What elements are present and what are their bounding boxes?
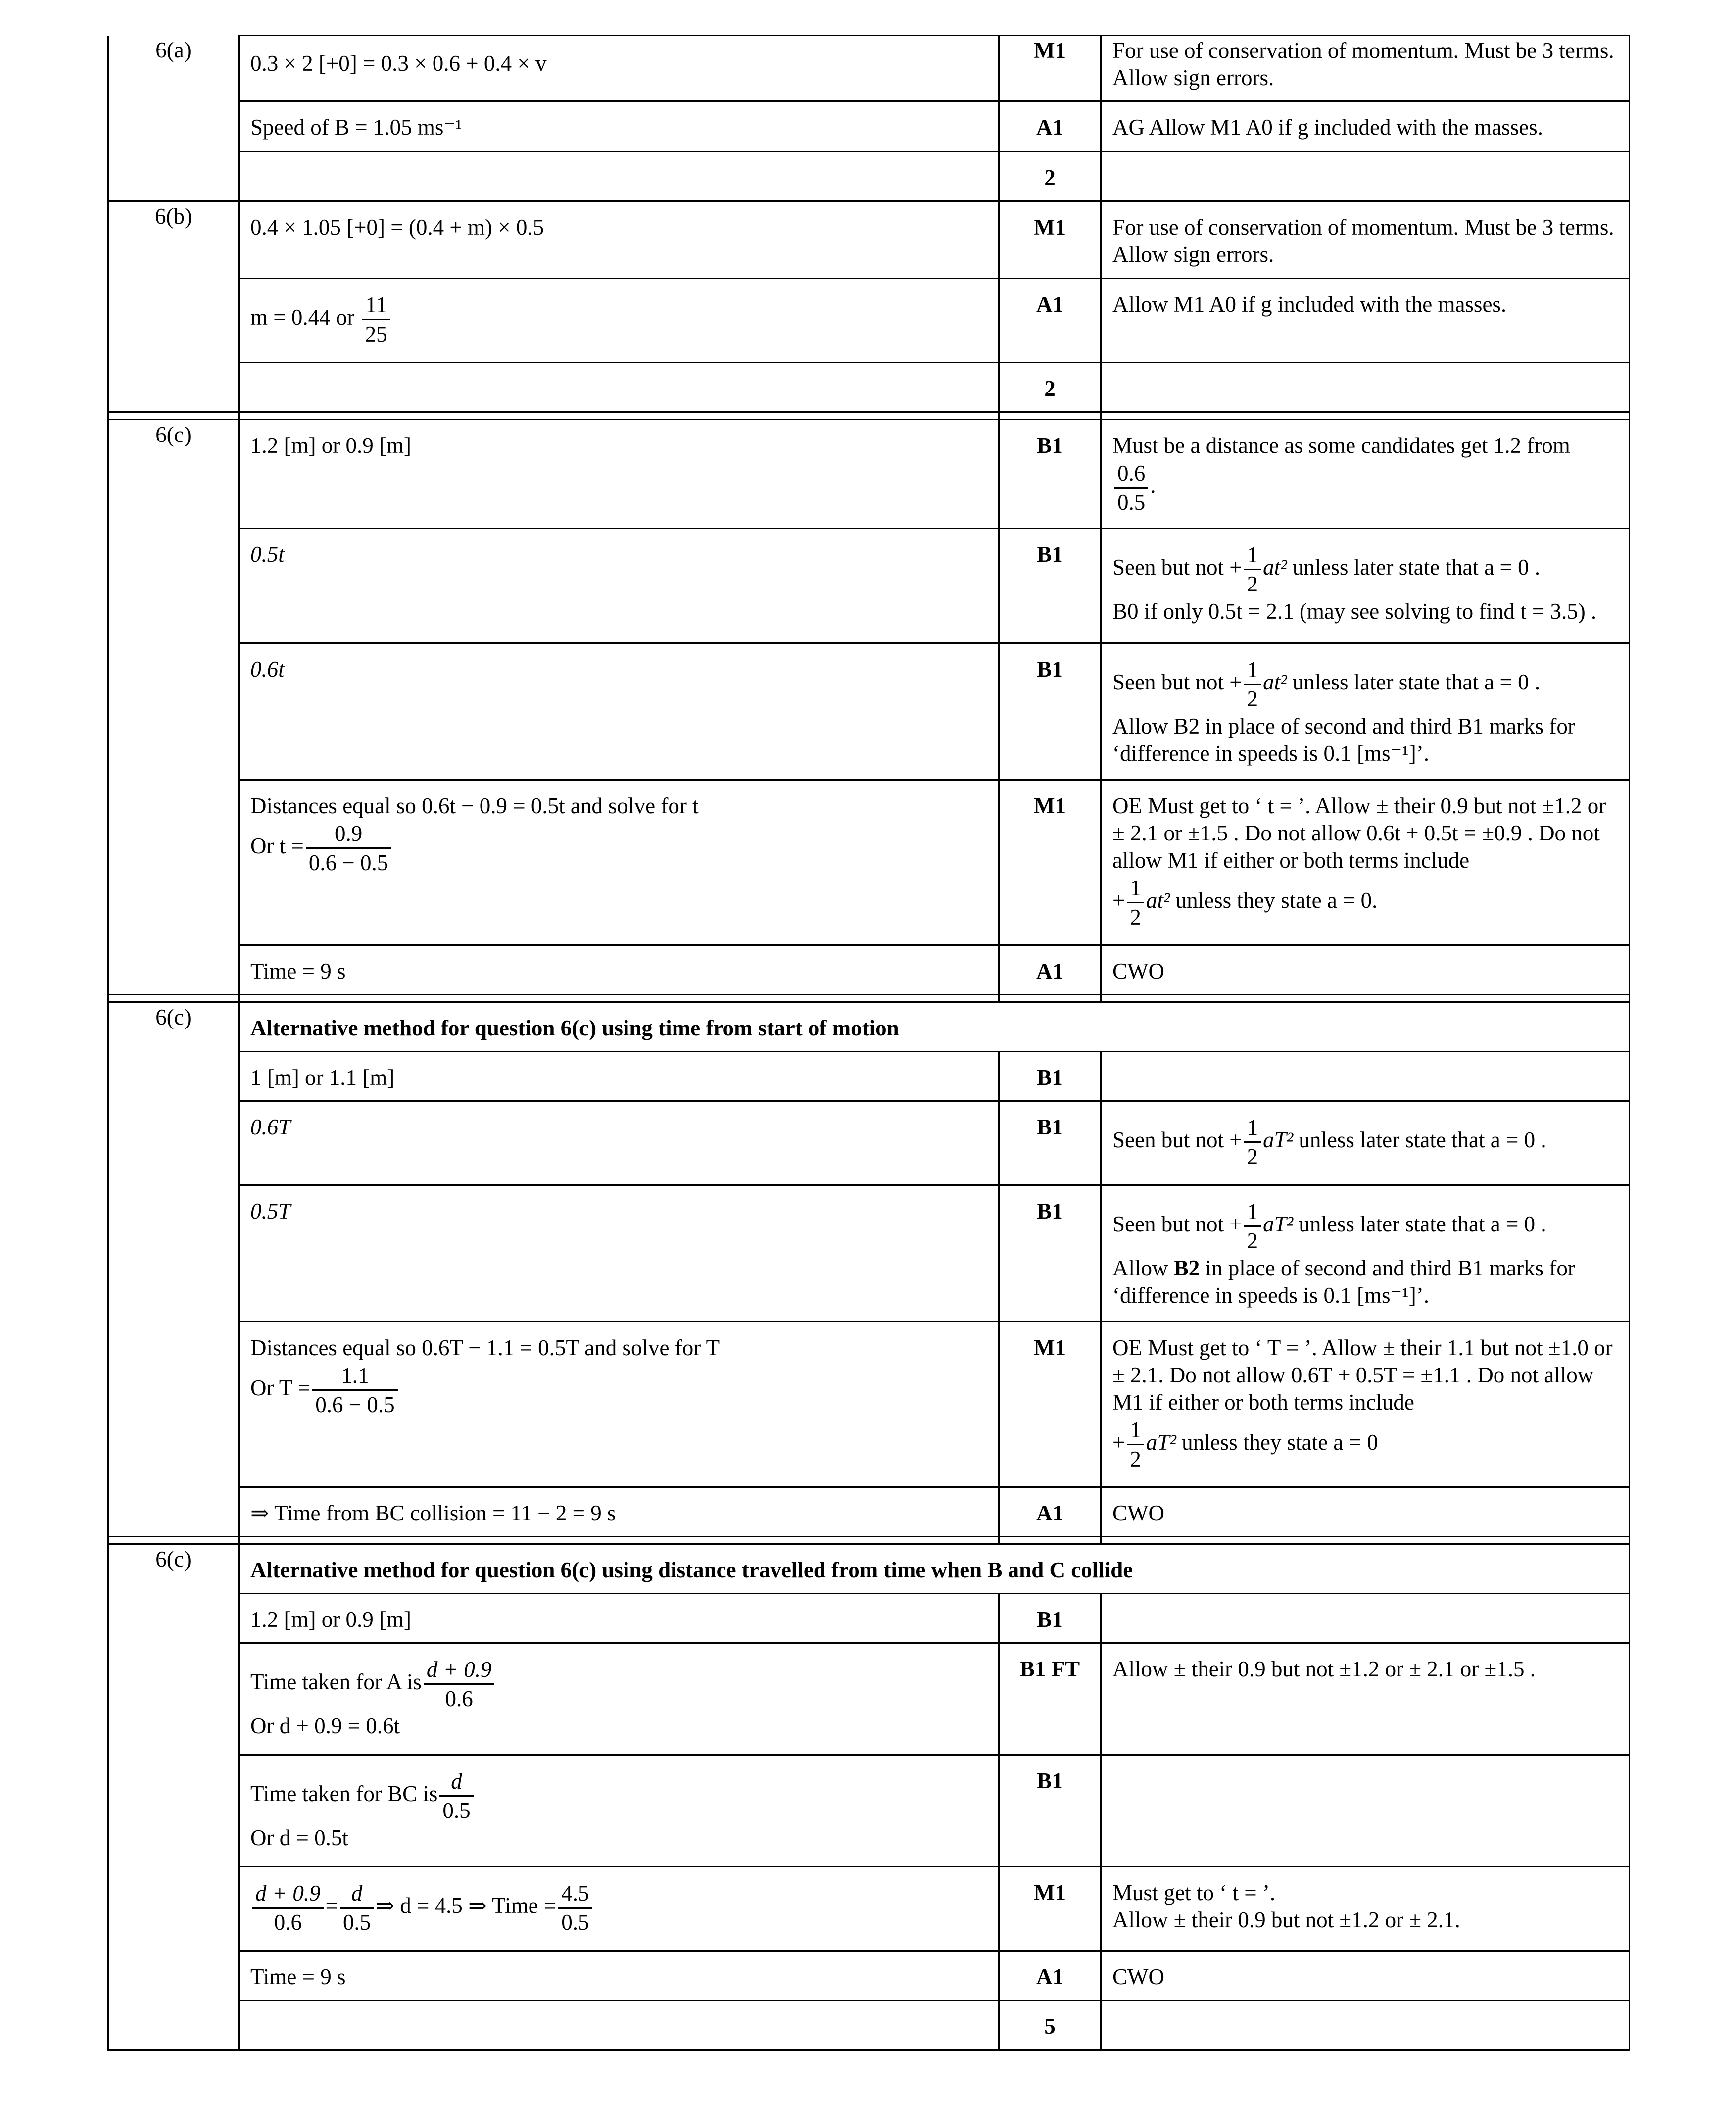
fraction <box>1244 656 1261 713</box>
fraction-numerator: d + 0.9 <box>252 1879 324 1909</box>
answer-cell: Time = 9 s <box>239 1951 999 2001</box>
question-number: 6(c) <box>108 1544 239 1594</box>
guidance-text: unless they state a = 0. <box>1170 887 1378 913</box>
table-row <box>108 363 1630 412</box>
guidance-cell <box>1101 420 1630 529</box>
fraction-denominator: 0.5 <box>442 1798 471 1823</box>
answer-cell-blank <box>239 152 999 201</box>
fraction <box>1244 1114 1261 1171</box>
table-row <box>108 279 1630 363</box>
fraction-denominator: 25 <box>365 322 387 346</box>
answer-cell: Time = 9 s <box>239 945 999 995</box>
mark-cell: B1 <box>999 1755 1101 1867</box>
mark-cell: B1 <box>999 1101 1101 1185</box>
guidance-text: in place of second and third B1 marks for ‘difference in speeds is 0.1 [ms⁻¹]’. <box>1112 1256 1575 1308</box>
guidance-cell-blank <box>1101 152 1630 201</box>
fraction-numerator: 1 <box>1244 1198 1261 1227</box>
formula-term: at² <box>1263 669 1287 694</box>
fraction <box>1244 541 1261 598</box>
guidance-cell <box>1101 1322 1630 1487</box>
answer-text: Distances equal so 0.6t − 0.9 = 0.5t and solve for t <box>250 793 699 818</box>
section-divider <box>108 412 1630 420</box>
fraction-denominator: 2 <box>1247 572 1258 596</box>
mark-scheme-table <box>107 35 1630 2051</box>
answer-cell: 0.3 × 2 [+0] = 0.3 × 0.6 + 0.4 × v <box>239 36 999 101</box>
table-row <box>108 1544 1630 1594</box>
fraction <box>424 1656 495 1713</box>
answer-cell-blank <box>239 363 999 412</box>
fraction <box>1127 874 1144 931</box>
mark-cell: A1 <box>999 101 1101 152</box>
guidance-text: Must get to ‘ t = ’. <box>1112 1880 1276 1905</box>
fraction-numerator: d <box>340 1879 374 1909</box>
mark-total: 2 <box>999 152 1101 201</box>
fraction-numerator: 1 <box>1244 656 1261 685</box>
guidance-text: Seen but not + <box>1112 1127 1242 1152</box>
table-row <box>108 1951 1630 2001</box>
fraction <box>558 1879 592 1936</box>
answer-cell-blank <box>239 2001 999 2050</box>
question-cell-blank <box>108 1322 239 1487</box>
table-row <box>108 1867 1630 1951</box>
answer-cell: 0.6T <box>239 1101 999 1185</box>
question-cell-blank <box>108 529 239 643</box>
answer-cell <box>239 1643 999 1755</box>
fraction <box>362 291 390 348</box>
guidance-text: OE Must get to ‘ t = ’. Allow ± their 0.9 but not ±1.2 or ± 2.1 or ±1.5 . Do not allow 0.6t + 0.5t = ±0.9 . Do not allow M1 if either or both terms include <box>1112 793 1606 873</box>
mark-cell: B1 <box>999 420 1101 529</box>
mark-scheme-sheet <box>107 35 1629 2051</box>
fraction-numerator: 1 <box>1244 1114 1261 1143</box>
fraction <box>439 1767 473 1824</box>
formula-term: aT² <box>1263 1127 1294 1152</box>
mark-cell: M1 <box>999 36 1101 101</box>
fraction-denominator: 2 <box>1247 1228 1258 1253</box>
table-row <box>108 643 1630 780</box>
answer-text: Or t = <box>250 833 304 858</box>
guidance-cell <box>1101 1185 1630 1322</box>
fraction-numerator: 0.9 <box>306 820 391 849</box>
question-cell-blank <box>108 1755 239 1867</box>
fraction-denominator: 0.5 <box>343 1910 371 1935</box>
question-cell-blank <box>108 1101 239 1185</box>
fraction-denominator: 0.6 <box>445 1686 473 1711</box>
question-cell-blank <box>108 2001 239 2050</box>
question-cell-blank <box>108 1185 239 1322</box>
guidance-text: Allow <box>1112 1256 1174 1280</box>
answer-cell <box>239 780 999 945</box>
fraction <box>306 820 391 877</box>
question-cell-blank <box>108 643 239 780</box>
guidance-text: B0 if only 0.5t = 2.1 (may see solving to find t = 3.5) . <box>1112 599 1597 624</box>
answer-text: m = 0.44 or <box>250 304 355 330</box>
mark-cell: M1 <box>999 1867 1101 1951</box>
equals-sign: = <box>325 1893 338 1918</box>
answer-text: Or T = <box>250 1375 311 1400</box>
answer-cell: 0.5t <box>239 529 999 643</box>
guidance-cell: AG Allow M1 A0 if g included with the masses. <box>1101 101 1630 152</box>
mark-cell: M1 <box>999 201 1101 279</box>
fraction-denominator: 0.5 <box>561 1910 589 1935</box>
question-cell-blank <box>108 152 239 201</box>
mark-cell: A1 <box>999 279 1101 363</box>
table-row <box>108 945 1630 995</box>
fraction-denominator: 2 <box>1247 686 1258 711</box>
answer-text: ⇒ d = 4.5 ⇒ Time = <box>376 1893 557 1918</box>
mark-cell: A1 <box>999 1487 1101 1537</box>
fraction-denominator: 0.6 <box>274 1910 302 1935</box>
fraction-denominator: 2 <box>1247 1144 1258 1169</box>
fraction <box>340 1879 374 1936</box>
alternative-method-heading: Alternative method for question 6(c) using distance travelled from time when B and C collide <box>239 1544 1630 1594</box>
answer-cell: Speed of B = 1.05 ms⁻¹ <box>239 101 999 152</box>
guidance-cell-blank <box>1101 2001 1630 2050</box>
fraction-numerator: d <box>439 1767 473 1797</box>
mark-cell: A1 <box>999 945 1101 995</box>
guidance-cell <box>1101 780 1630 945</box>
fraction-numerator: 0.6 <box>1114 459 1148 489</box>
fraction-denominator: 0.6 − 0.5 <box>315 1392 395 1417</box>
question-number: 6(c) <box>108 1002 239 1052</box>
question-cell-blank <box>108 363 239 412</box>
answer-text: Or d + 0.9 = 0.6t <box>250 1713 400 1738</box>
question-cell-blank <box>108 945 239 995</box>
guidance-cell-blank <box>1101 363 1630 412</box>
fraction-numerator: 1.1 <box>312 1362 397 1391</box>
guidance-text: unless later state that a = 0 . <box>1287 669 1541 694</box>
guidance-text: Allow ± their 0.9 but not ±1.2 or ± 2.1. <box>1112 1908 1460 1932</box>
question-cell-blank <box>108 1487 239 1537</box>
question-cell-blank <box>108 1643 239 1755</box>
guidance-cell <box>1101 529 1630 643</box>
fraction-denominator: 2 <box>1130 1447 1141 1471</box>
guidance-text: + <box>1112 887 1125 913</box>
fraction-numerator: 1 <box>1127 1416 1144 1445</box>
section-divider <box>108 1537 1630 1544</box>
fraction-numerator: 4.5 <box>558 1879 592 1909</box>
guidance-text: unless later state that a = 0 . <box>1287 554 1541 580</box>
answer-cell <box>239 1322 999 1487</box>
formula-term: aT² <box>1146 1429 1176 1455</box>
answer-cell <box>239 1867 999 1951</box>
guidance-text: Allow B2 in place of second and third B1 marks for ‘difference in speeds is 0.1 [ms⁻¹]’. <box>1112 714 1575 766</box>
table-row <box>108 152 1630 201</box>
table-row <box>108 420 1630 529</box>
question-number: 6(b) <box>108 201 239 279</box>
table-row <box>108 1643 1630 1755</box>
guidance-cell: CWO <box>1101 1487 1630 1537</box>
guidance-cell-blank <box>1101 1594 1630 1643</box>
fraction-numerator: 1 <box>1244 541 1261 570</box>
guidance-cell: Allow M1 A0 if g included with the masses. <box>1101 279 1630 363</box>
guidance-text: unless later state that a = 0 . <box>1293 1211 1546 1236</box>
table-row <box>108 529 1630 643</box>
formula-term: aT² <box>1263 1211 1294 1236</box>
answer-cell: 0.4 × 1.05 [+0] = (0.4 + m) × 0.5 <box>239 201 999 279</box>
guidance-cell <box>1101 1867 1630 1951</box>
alternative-method-heading: Alternative method for question 6(c) using time from start of motion <box>239 1002 1630 1052</box>
guidance-text: Must be a distance as some candidates get 1.2 from <box>1112 433 1570 458</box>
answer-cell <box>239 279 999 363</box>
guidance-cell <box>1101 1101 1630 1185</box>
fraction-denominator: 0.5 <box>1117 490 1146 515</box>
fraction <box>1244 1198 1261 1255</box>
answer-text: Or d = 0.5t <box>250 1825 348 1850</box>
guidance-text: unless they state a = 0 <box>1176 1429 1378 1455</box>
formula-term: at² <box>1263 554 1287 580</box>
answer-cell: 1 [m] or 1.1 [m] <box>239 1052 999 1101</box>
guidance-text: OE Must get to ‘ T = ’. Allow ± their 1.1 but not ±1.0 or ± 2.1. Do not allow 0.6T + 0.5T = ±1.1 . Do not allow M1 if either or both terms include <box>1112 1335 1613 1415</box>
table-row <box>108 1002 1630 1052</box>
question-cell-blank <box>108 279 239 363</box>
mark-cell: B1 <box>999 529 1101 643</box>
fraction-numerator: d + 0.9 <box>424 1656 495 1685</box>
answer-cell: 1.2 [m] or 0.9 [m] <box>239 420 999 529</box>
mark-cell: B1 <box>999 1052 1101 1101</box>
guidance-text: unless later state that a = 0 . <box>1293 1127 1546 1152</box>
mark-cell: B1 FT <box>999 1643 1101 1755</box>
table-row <box>108 1487 1630 1537</box>
guidance-text: + <box>1112 1429 1125 1455</box>
mark-cell: B1 <box>999 643 1101 780</box>
guidance-end: . <box>1150 473 1156 498</box>
answer-cell: 0.5T <box>239 1185 999 1322</box>
table-row <box>108 36 1630 101</box>
guidance-cell-blank <box>1101 1755 1630 1867</box>
fraction <box>1127 1416 1144 1473</box>
formula-term: at² <box>1146 887 1170 913</box>
guidance-cell <box>1101 643 1630 780</box>
mark-cell: A1 <box>999 1951 1101 2001</box>
guidance-cell: For use of conservation of momentum. Must be 3 terms. Allow sign errors. <box>1101 201 1630 279</box>
table-row <box>108 1322 1630 1487</box>
fraction <box>252 1879 324 1936</box>
table-row <box>108 1755 1630 1867</box>
mark-cell: B1 <box>999 1594 1101 1643</box>
fraction-denominator: 0.6 − 0.5 <box>308 850 388 875</box>
table-row <box>108 780 1630 945</box>
fraction-denominator: 2 <box>1130 905 1141 930</box>
question-number: 6(a) <box>108 36 239 101</box>
mark-total: 2 <box>999 363 1101 412</box>
table-row <box>108 201 1630 279</box>
answer-text: Time taken for BC is <box>250 1781 438 1806</box>
fraction-numerator: 1 <box>1127 874 1144 903</box>
table-row <box>108 1052 1630 1101</box>
answer-cell: ⇒ Time from BC collision = 11 − 2 = 9 s <box>239 1487 999 1537</box>
guidance-text: Seen but not + <box>1112 669 1242 694</box>
mark-cell: M1 <box>999 1322 1101 1487</box>
section-divider <box>108 995 1630 1002</box>
mark-cell: B1 <box>999 1185 1101 1322</box>
answer-text: Distances equal so 0.6T − 1.1 = 0.5T and solve for T <box>250 1335 720 1360</box>
guidance-cell: CWO <box>1101 1951 1630 2001</box>
mark-cell: M1 <box>999 780 1101 945</box>
question-cell-blank <box>108 780 239 945</box>
question-cell-blank <box>108 1867 239 1951</box>
fraction <box>312 1362 397 1419</box>
answer-text: Time taken for A is <box>250 1669 422 1694</box>
guidance-text: Seen but not + <box>1112 554 1242 580</box>
table-row <box>108 1594 1630 1643</box>
fraction <box>1114 459 1148 516</box>
guidance-bold: B2 <box>1173 1256 1200 1280</box>
question-cell-blank <box>108 1951 239 2001</box>
guidance-text: Seen but not + <box>1112 1211 1242 1236</box>
question-number: 6(c) <box>108 420 239 529</box>
table-row <box>108 2001 1630 2050</box>
answer-cell: 1.2 [m] or 0.9 [m] <box>239 1594 999 1643</box>
table-row <box>108 101 1630 152</box>
fraction-numerator: 11 <box>362 291 390 320</box>
question-cell-blank <box>108 1052 239 1101</box>
table-row <box>108 1101 1630 1185</box>
question-cell-blank <box>108 1594 239 1643</box>
mark-total: 5 <box>999 2001 1101 2050</box>
answer-cell <box>239 1755 999 1867</box>
question-cell-blank <box>108 101 239 152</box>
table-row <box>108 1185 1630 1322</box>
guidance-cell: Allow ± their 0.9 but not ±1.2 or ± 2.1 or ±1.5 . <box>1101 1643 1630 1755</box>
guidance-cell-blank <box>1101 1052 1630 1101</box>
guidance-cell: CWO <box>1101 945 1630 995</box>
answer-cell: 0.6t <box>239 643 999 780</box>
guidance-cell: For use of conservation of momentum. Must be 3 terms. Allow sign errors. <box>1101 36 1630 101</box>
